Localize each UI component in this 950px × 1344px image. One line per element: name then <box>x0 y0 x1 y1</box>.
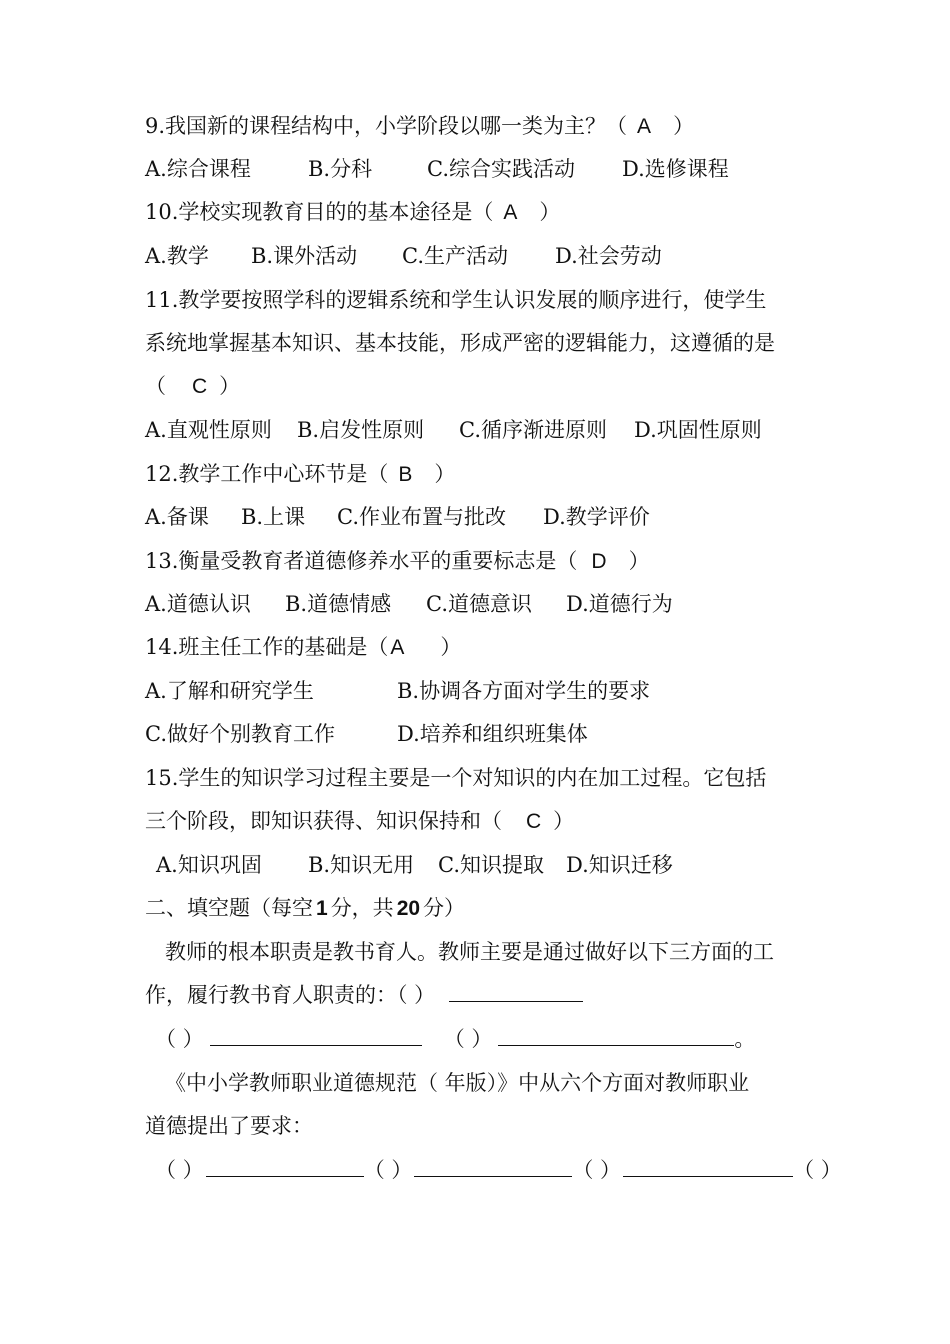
answer-blank[interactable] <box>206 1156 364 1177</box>
question-12 <box>145 460 810 489</box>
fill-paragraph-2-line-3: （ ） （ ） （ ） （ ） <box>155 1158 842 1182</box>
answer: A <box>637 115 652 138</box>
option-a: A.备课 <box>145 505 209 529</box>
points-each: 1 <box>316 897 328 920</box>
close-paren: ） <box>539 200 561 224</box>
option-c: C.综合实践活动 <box>427 157 575 181</box>
answer: D <box>591 550 607 573</box>
option-b: B.协调各方面对学生的要求 <box>397 679 651 703</box>
option-d: D.巩固性原则 <box>634 418 762 442</box>
option-a: A.了解和研究学生 <box>145 679 314 703</box>
question-15-line-2 <box>145 807 810 836</box>
fill-paragraph-1-line-1: 教师的根本职责是教书育人。教师主要是通过做好以下三方面的工 <box>165 940 774 964</box>
option-a: A.直观性原则 <box>145 418 272 442</box>
question-11-answer-line <box>145 372 810 401</box>
question-11-line-2: 系统地掌握基本知识、基本技能，形成严密的逻辑能力，这遵循的是 <box>145 331 775 355</box>
question-13 <box>145 547 810 576</box>
fill-paragraph-2-line-1: 《中小学教师职业道德规范（ 年版）》中从六个方面对教师职业 <box>165 1071 750 1095</box>
option-b: B.分科 <box>308 157 373 181</box>
close-paren: ） <box>219 374 241 398</box>
close-paren: ） <box>434 462 456 486</box>
close-paren: ） <box>440 635 462 659</box>
close-paren: ） <box>553 809 575 833</box>
answer: A <box>390 636 405 659</box>
option-c: C.道德意识 <box>426 592 532 616</box>
question-15-line-1: 15.学生的知识学习过程主要是一个对知识的内在加工过程。它包括 <box>145 766 767 790</box>
answer: B <box>398 463 413 486</box>
option-c: C.知识提取 <box>438 853 544 877</box>
answer-blank[interactable] <box>210 1025 422 1046</box>
question-stem: 三个阶段，即知识获得、知识保持和（ <box>145 809 502 833</box>
answer-blank[interactable] <box>498 1025 734 1046</box>
option-b: B.道德情感 <box>285 592 392 616</box>
open-paren: （ <box>145 374 166 398</box>
question-stem: 14.班主任工作的基础是（ <box>145 635 389 659</box>
option-b: B.启发性原则 <box>297 418 425 442</box>
answer-blank[interactable] <box>449 981 583 1002</box>
question-stem: 12.教学工作中心环节是（ <box>145 462 389 486</box>
question-stem: 10.学校实现教育目的的基本途径是（ <box>145 200 494 224</box>
option-d: D.教学评价 <box>543 505 650 529</box>
option-c: C.做好个别教育工作 <box>145 722 335 746</box>
points-total: 20 <box>396 897 421 920</box>
question-10 <box>145 198 810 227</box>
answer: C <box>526 810 542 833</box>
question-stem: 13.衡量受教育者道德修养水平的重要标志是（ <box>145 549 578 573</box>
question-11-line-1: 11.教学要按照学科的逻辑系统和学生认识发展的顺序进行，使学生 <box>145 288 767 312</box>
fill-paragraph-1-line-3: （ ） （ ） 。 <box>155 1027 756 1051</box>
fill-paragraph-1-line-2: 作，履行教书育人职责的：（ ） <box>145 981 810 1009</box>
option-c: C.生产活动 <box>402 244 508 268</box>
answer: A <box>503 201 518 224</box>
option-a: A.道德认识 <box>145 592 251 616</box>
answer-blank[interactable] <box>414 1156 572 1177</box>
option-c: C.循序渐进原则 <box>459 418 607 442</box>
answer: C <box>192 375 208 398</box>
option-d: D.道德行为 <box>566 592 673 616</box>
option-a: A.综合课程 <box>145 157 251 181</box>
option-d: D.知识迁移 <box>566 853 673 877</box>
question-14 <box>145 633 810 662</box>
fill-paragraph-2-line-2: 道德提出了要求： <box>145 1114 313 1138</box>
option-a: A.教学 <box>145 244 209 268</box>
close-paren: ） <box>673 114 695 138</box>
option-d: D.培养和组织班集体 <box>397 722 588 746</box>
option-d: D.社会劳动 <box>555 244 662 268</box>
option-d: D.选修课程 <box>622 157 729 181</box>
close-paren: ） <box>628 549 650 573</box>
option-b: B.上课 <box>241 505 306 529</box>
answer-blank[interactable] <box>623 1156 793 1177</box>
question-9 <box>145 112 810 141</box>
option-a: A.知识巩固 <box>156 853 262 877</box>
section-heading: 二、填空题（每空 1 分，共 20 分） <box>145 896 466 920</box>
option-c: C.作业布置与批改 <box>337 505 506 529</box>
question-stem: 9.我国新的课程结构中，小学阶段以哪一类为主？（ <box>145 114 628 138</box>
option-b: B.课外活动 <box>251 244 358 268</box>
option-b: B.知识无用 <box>308 853 415 877</box>
